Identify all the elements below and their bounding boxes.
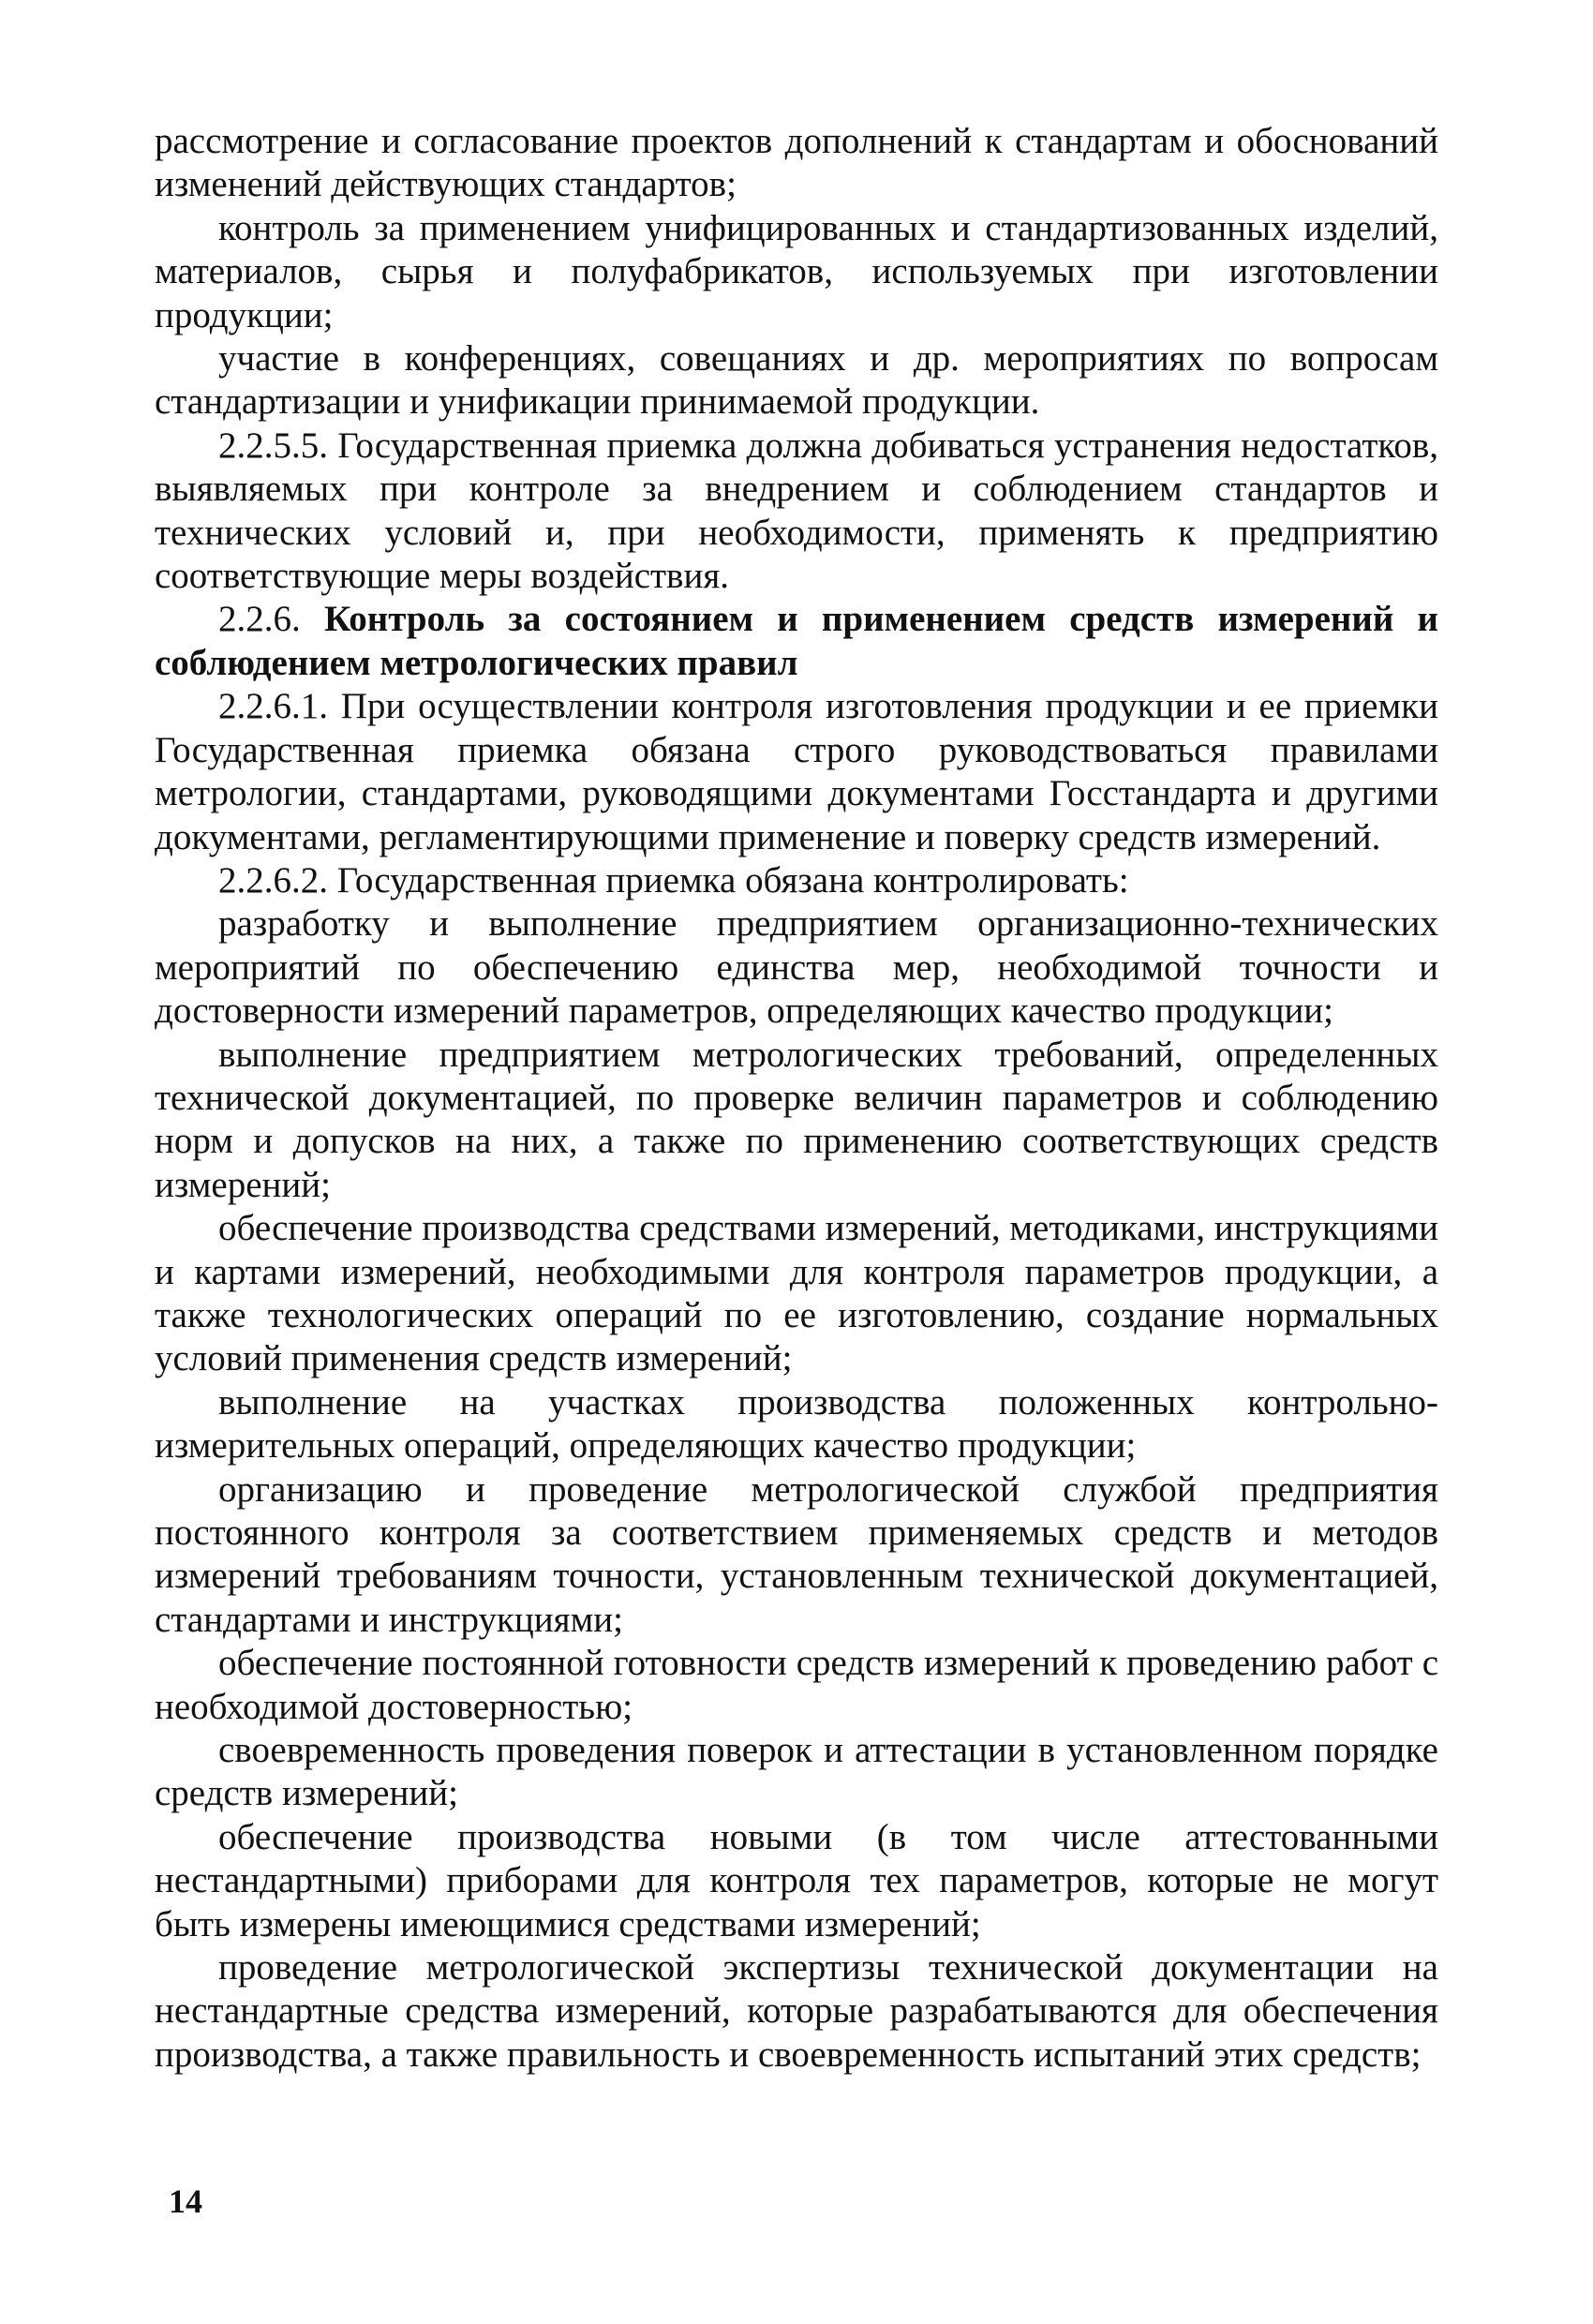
paragraph: 2.2.5.5. Государственная приемка должна добиваться устранения недостатков, выявляемых при контроле за внедрением и соблюдением стандартов и технических условий и, при необходимости, применять к предприятию соответствующие меры воздействия. [155,425,1438,597]
list-item: выполнение предприятием метрологических требований, определенных технической документацией, по проверке величин параметров и соблюдению норм и допусков на них, а также по применению соответствующих средств измерений; [155,1034,1438,1205]
paragraph: 2.2.6.2. Государственная приемка обязана контролировать: [218,859,1129,901]
list-item: выполнение на участках производства положенных контрольно-измерительных операций, определяющих качество продукции; [155,1381,1438,1467]
list-item: организацию и проведение метрологической службой предприятия постоянного контроля за соответствием применяемых средств и методов измерений требованиям точности, установленным технической документацией, стандартами и инструкциями; [155,1468,1438,1640]
list-item: разработку и выполнение предприятием организационно-технических мероприятий по обеспечению единства мер, необходимой точности и достоверности измерений параметров, определяющих качество продукции; [155,903,1438,1032]
paragraph: участие в конференциях, совещаниях и др. мероприятиях по вопросам стандартизации и унификации принимаемой продукции. [155,338,1438,423]
list-item: проведение метрологической экспертизы технической документации на нестандартные средства измерений, которые разрабатываются для обеспечения производства, а также правильность и своевременность испытаний этих средств; [155,1947,1438,2075]
list-item: обеспечение производства новыми (в том числе аттестованными нестандартными) приборами для контроля тех параметров, которые не могут быть измерены имеющимися средствами измерений; [155,1816,1438,1944]
paragraph: контроль за применением унифицированных и стандартизованных изделий, материалов, сырья и полуфабрикатов, используемых при изготовлении продукции; [155,207,1438,335]
paragraph: рассмотрение и согласование проектов дополнений к стандартам и обоснований изменений действующих стандартов; [155,121,1438,205]
list-item: своевременность проведения поверок и аттестации в установленном порядке средств измерений; [155,1730,1438,1814]
section-heading [155,598,1438,685]
paragraph: 2.2.6.1. При осуществлении контроля изготовления продукции и ее приемки Государственная приемка обязана строго руководствоваться правилами метрологии, стандартами, руководящими документами Госстандарта и другими документами, регламентирующими применение и поверку средств измерений. [155,686,1438,857]
list-item: обеспечение постоянной готовности средств измерений к проведению работ с необходимой достоверностью; [155,1643,1438,1727]
page-number: 14 [169,2182,202,2220]
body-text [155,120,1438,2077]
list-item: обеспечение производства средствами измерений, методиками, инструкциями и картами измерений, необходимыми для контроля параметров продукции, а также технологических операций по ее изготовлению, создание нормальных условий применения средств измерений; [155,1208,1438,1379]
section-number: 2.2.6. [218,599,301,640]
section-title: Контроль за состоянием и применением средств измерений и соблюдением метрологических правил [155,599,1438,683]
